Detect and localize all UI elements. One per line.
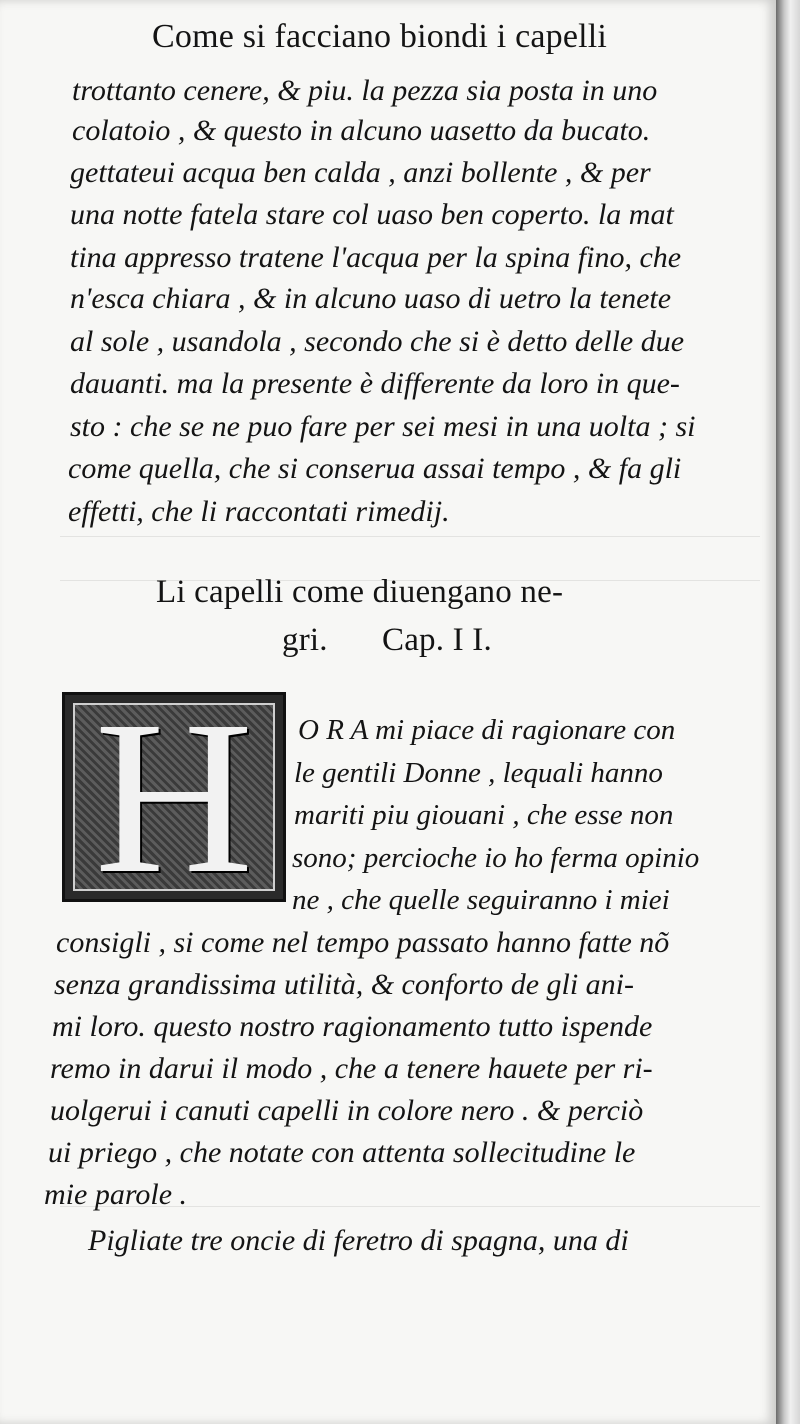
chapter-title: Li capelli come diuengano ne-	[156, 574, 564, 610]
text-line: tina appresso tratene l'acqua per la spina fino, che	[70, 241, 682, 274]
text-line: gettateui acqua ben calda , anzi bollente , & per	[70, 156, 651, 189]
text-line: come quella, che si conserua assai tempo , & fa gli	[68, 452, 682, 485]
book-gutter	[776, 0, 800, 1424]
chapter-number: Cap. I I.	[382, 622, 492, 658]
text-line: O R A mi piace di ragionare con	[298, 714, 676, 746]
text-line: le gentili Donne , lequali hanno	[294, 757, 663, 789]
text-line: ui priego , che notate con attenta sollecitudine le	[48, 1136, 636, 1169]
text-line: senza grandissima utilità, & conforto de gli ani-	[54, 968, 635, 1001]
woodcut-illustration	[73, 675, 275, 919]
text-line: effetti, che li raccontati rimedij.	[68, 495, 450, 528]
text-line: ne , che quelle seguiranno i miei	[292, 884, 670, 916]
text-line: mie parole .	[44, 1178, 188, 1211]
running-head: Come si facciano biondi i capelli	[152, 18, 608, 55]
initial-letter: H	[94, 675, 254, 919]
chapter-title-end: gri.	[282, 622, 328, 658]
text-line: n'esca chiara , & in alcuno uaso di uetro la tenete	[70, 282, 672, 315]
text-line: colatoio , & questo in alcuno uasetto da bucato.	[72, 114, 651, 147]
text-line: mariti piu giouani , che esse non	[294, 799, 674, 831]
text-line: dauanti. ma la presente è differente da loro in que-	[70, 367, 680, 400]
text-line: una notte fatela stare col uaso ben coperto. la mat	[70, 198, 674, 231]
text-line: Pigliate tre oncie di feretro di spagna, una di	[88, 1224, 629, 1257]
text-line: sto : che se ne puo fare per sei mesi in una uolta ; si	[70, 410, 696, 443]
text-line: mi loro. questo nostro ragionamento tutto ispende	[52, 1010, 653, 1043]
text-line: consigli , si come nel tempo passato hanno fatte nõ	[56, 926, 670, 959]
text-line: trottanto cenere, & piu. la pezza sia posta in uno	[72, 74, 658, 107]
text-line: remo in darui il modo , che a tenere hauete per ri-	[50, 1052, 653, 1085]
text-line: sono; percioche io ho ferma opinio	[292, 842, 700, 874]
text-line: uolgerui i canuti capelli in colore nero . & perciò	[50, 1094, 644, 1127]
decorated-initial	[62, 675, 286, 919]
text-line: al sole , usandola , secondo che si è detto delle due	[70, 325, 685, 358]
show-through-mark	[60, 536, 760, 537]
